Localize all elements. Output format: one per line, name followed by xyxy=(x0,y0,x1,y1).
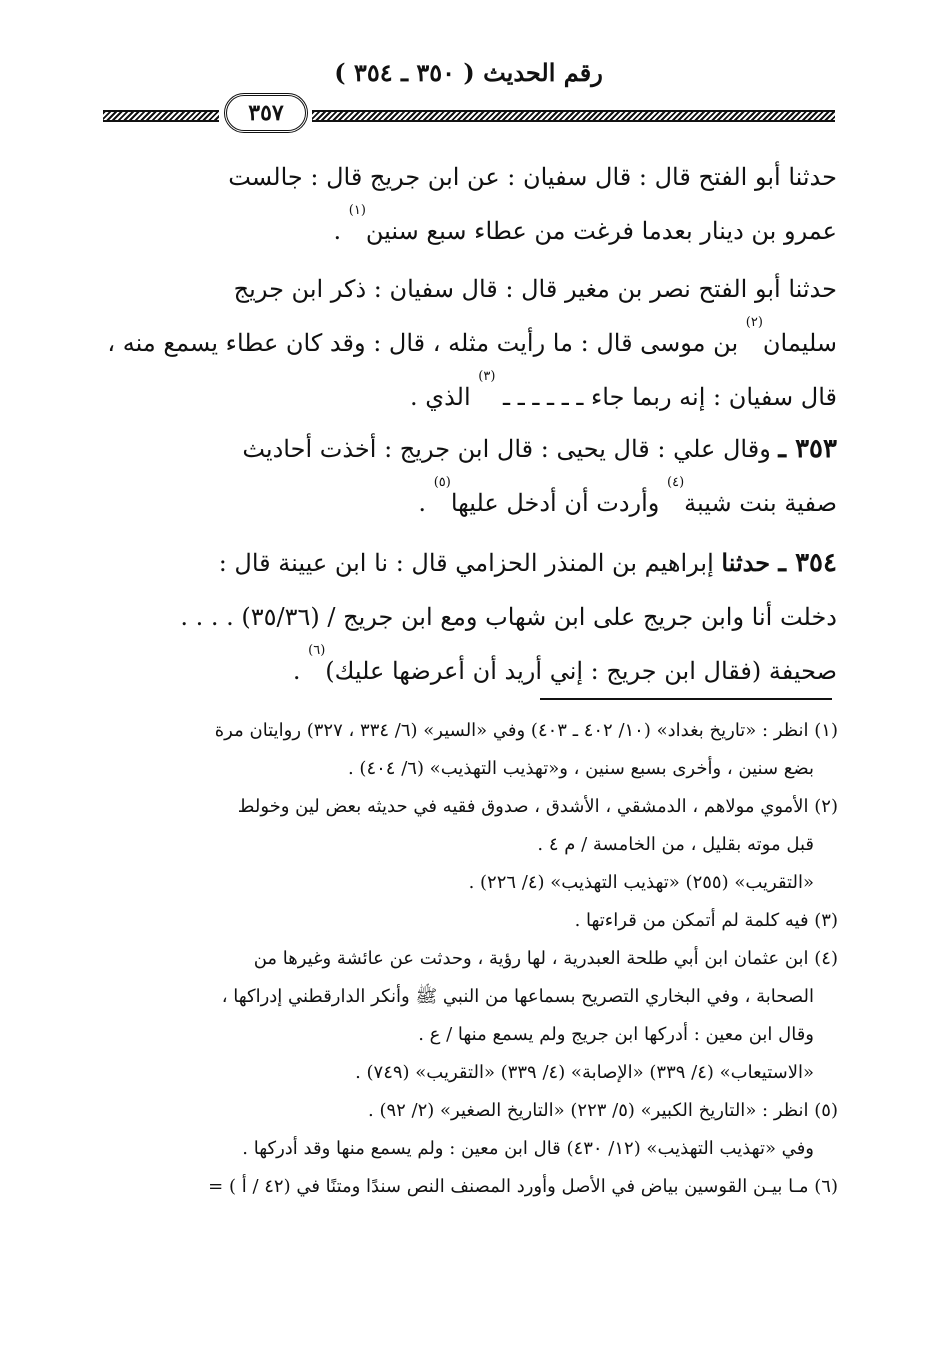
hadith-354-line-2: دخلت أنا وابن جريج على ابن شهاب ومع ابن جريج / (٣٥/٣٦) . . . . xyxy=(180,603,837,631)
hadith-353-line-2: صفية بنت شيبة$^{(٤)}$ وأردت أن أدخل عليها$^{(٥)}$ . xyxy=(418,475,837,517)
footnote-3: (٣) فيه كلمة لم أتمكن من قراءتها . xyxy=(574,910,838,931)
header-rule-left xyxy=(103,110,219,122)
paragraph-1 xyxy=(103,150,837,258)
page-number-badge: ٣٥٧ xyxy=(224,93,308,133)
paragraph-2-line-2: سليمان$^{(٢)}$ بن موسى قال : ما رأيت مثله ، قال : وقد كان عطاء يسمع منه ، xyxy=(107,315,837,357)
hadith-353-line-1: ٣٥٣ ـ وقال علي : قال يحيى : قال ابن جريج : أخذت أحاديث xyxy=(242,434,837,464)
page-header-title: رقم الحديث ( ٣٥٠ ـ ٣٥٤ ) xyxy=(334,58,603,87)
header-rule-right xyxy=(312,110,835,122)
hadith-354-line-3: صحيفة (فقال ابن جريج : إني أريد أن أعرضها عليك)$^{(٦)}$ . xyxy=(292,643,837,685)
paragraph-2 xyxy=(103,262,837,424)
footnote-1: (١) انظر : «تاريخ بغداد» (١٠/ ٤٠٢ ـ ٤٠٣) وفي «السير» (٦/ ٣٣٤ ، ٣٢٧) روايتان مرة بضع سنين ، وأخرى بسبع سنين ، و«تهذيب التهذيب» (٦/ ٤٠٤) . xyxy=(214,720,838,779)
footnote-ref-2[interactable]: (٢) xyxy=(745,315,763,330)
hadith-number-354: ٣٥٤ ـ xyxy=(778,548,837,578)
paragraph-1-line-1: حدثنا أبو الفتح قال : قال سفيان : عن ابن جريج قال : جالست xyxy=(228,163,837,191)
hadith-353 xyxy=(103,422,837,530)
footnote-ref-3[interactable]: (٣) xyxy=(478,369,496,384)
hadith-number-353: ٣٥٣ ـ xyxy=(778,434,837,464)
footnote-ref-1[interactable]: (١) xyxy=(348,203,366,218)
footnote-separator xyxy=(540,698,832,700)
footnote-ref-5[interactable]: (٥) xyxy=(433,475,451,490)
footnote-2: (٢) الأموي مولاهم ، الدمشقي ، الأشدق ، صدوق فقيه في حديثه بعض لين وخولط قبل موته بقليل ، من الخامسة / م ٤ . «التقريب» (٢٥٥) «تهذيب التهذيب» (٤/ ٢٢٦) . xyxy=(237,796,838,893)
footnote-ref-6[interactable]: (٦) xyxy=(308,643,326,658)
hadith-354 xyxy=(103,536,837,698)
paragraph-1-line-2: عمرو بن دينار بعدما فرغت من عطاء سبع سنين$^{(١)}$ . xyxy=(333,203,837,245)
footnote-ref-4[interactable]: (٤) xyxy=(667,475,685,490)
paragraph-2-line-3: قال سفيان : إنه ربما جاء ـ ـ ـ ـ ـ ـ $^{(٣)}$ الذي . xyxy=(410,369,837,411)
footnote-6: (٦) مـا بيـن القوسين بياض في الأصل وأورد المصنف النص سندًا ومتنًا في (٤٢ / أ ) = xyxy=(208,1176,838,1197)
hadith-354-line-1: ٣٥٤ ـ حدثنا إبراهيم بن المنذر الحزامي قال : نا ابن عيينة قال : xyxy=(218,548,837,578)
paragraph-2-line-1: حدثنا أبو الفتح نصر بن مغير قال : قال سفيان : ذكر ابن جريج xyxy=(233,275,837,303)
footnotes xyxy=(103,712,838,1206)
footnote-4: (٤) ابن عثمان ابن أبي طلحة العبدرية ، لها رؤية ، وحدثت عن عائشة وغيرها من الصحابة ، وفي البخاري التصريح بسماعها من النبي ﷺ وأنكر الدارقطني إدراكها ، وقال ابن معين : أدركها ابن جريج ولم يسمع منها / ع . «الاستيعاب» (٤/ ٣٣٩) «الإصابة» (٤/ ٣٣٩) «التقريب» (٧٤٩) . xyxy=(221,948,838,1083)
footnote-5: (٥) انظر : «التاريخ الكبير» (٥/ ٢٢٣) «التاريخ الصغير» (٢/ ٩٢) . وفي «تهذيب التهذيب» (١٢/ ٤٣٠) قال ابن معين : ولم يسمع منها وقد أدركها . xyxy=(242,1100,838,1159)
